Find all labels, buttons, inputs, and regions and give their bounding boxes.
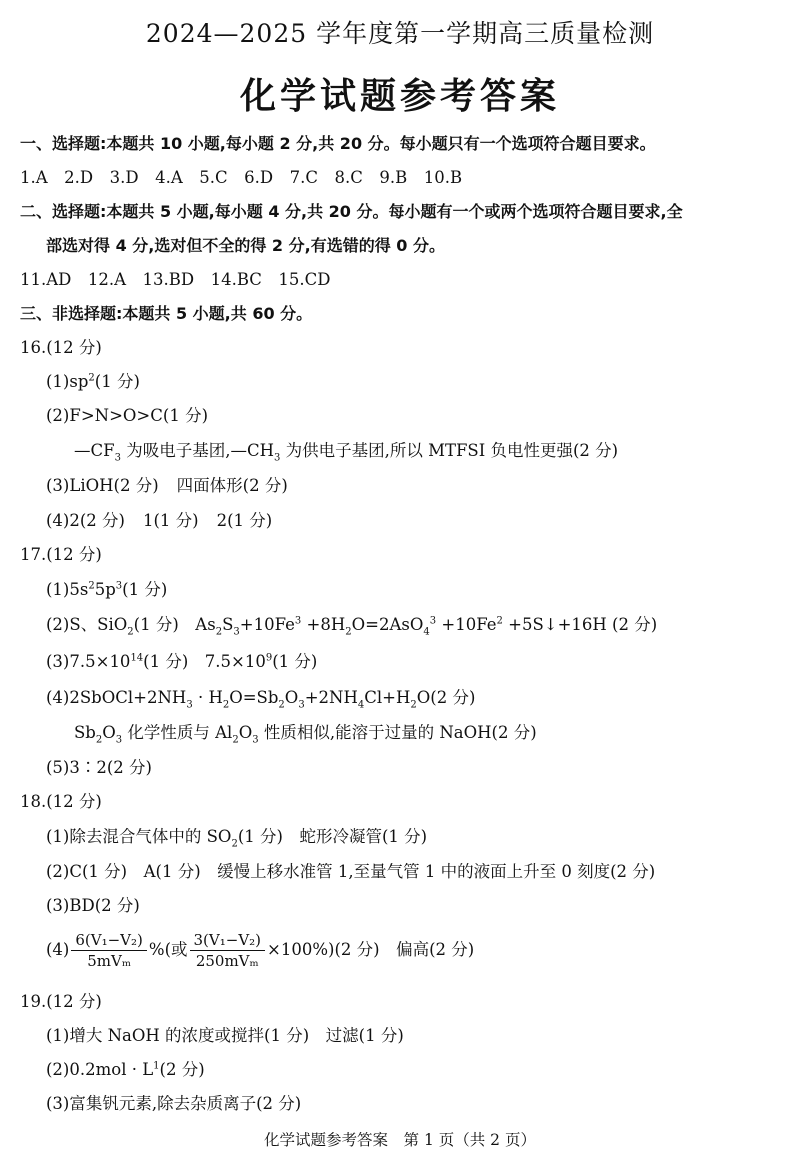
q16-title: 16.(12 分) — [20, 338, 102, 357]
q17-p3-seg: (1 分) 7.5×10 — [143, 652, 266, 671]
q16-note-a: —CF — [74, 441, 115, 460]
q16-part3-a: (3)LiOH(2 分) — [46, 476, 159, 495]
q18-title: 18.(12 分) — [20, 792, 102, 811]
q16-part4-c: 2(1 分) — [216, 511, 273, 530]
q17-p1-sup: 3 — [115, 580, 123, 592]
q17-p2-sup: 2 — [496, 615, 503, 627]
q16-part2-explanation — [74, 441, 619, 464]
q17-p1-seg: 5p — [94, 580, 116, 599]
fraction-1-numerator: 6(V₁−V₂) — [71, 931, 147, 951]
q19-part1: (1)增大 NaOH 的浓度或搅拌(1 分) 过滤(1 分) — [46, 1026, 404, 1045]
q17-p1-seg: (1)5s — [46, 580, 89, 599]
q17-title: 17.(12 分) — [20, 545, 102, 564]
q17-p4-seg: Cl+H — [364, 688, 411, 707]
q17-note-sub: 3 — [115, 734, 123, 746]
q17-p2-seg: +10Fe — [239, 615, 295, 634]
q17-p2-seg: +5S↓+16H (2 分) — [502, 615, 658, 634]
q16-part3 — [46, 476, 288, 496]
q17-p4-sub: 4 — [357, 699, 365, 711]
document-title: 化学试题参考答案 — [239, 76, 560, 117]
section2-heading-line1: 二、选择题:本题共 5 小题,每小题 4 分,共 20 分。每小题有一个或两个选项符合题目要求,全 — [20, 202, 683, 221]
fraction-2 — [190, 931, 266, 970]
q18-p1-sub: 2 — [231, 838, 238, 850]
q17-part4-explanation — [74, 723, 537, 746]
q17-p3-seg: (1 分) — [272, 652, 318, 671]
q17-p4-sub: 2 — [278, 699, 285, 711]
q18-part2: (2)C(1 分) A(1 分) 缓慢上移水准管 1,至量气管 1 中的液面上升至 0 刻度(2 分) — [46, 862, 656, 881]
q17-part5: (5)3∶2(2 分) — [46, 758, 152, 777]
section2-heading-line2: 部选对得 4 分,选对但不全的得 2 分,有选错的得 0 分。 — [46, 236, 445, 255]
q17-note-seg: O — [102, 723, 116, 742]
q17-p2-seg: (1 分) As — [133, 615, 216, 634]
q17-p3-sup: 9 — [265, 652, 273, 664]
q17-note-sub: 2 — [95, 734, 103, 746]
q17-p3-sup: 14 — [130, 652, 144, 664]
fraction-2-denominator: 250mVₘ — [195, 952, 259, 970]
q18-p1-seg: (1 分) 蛇形冷凝管(1 分) — [237, 827, 428, 846]
q17-note-sub: 3 — [252, 734, 259, 746]
q17-p2-sub: 2 — [215, 626, 223, 638]
q17-note-seg: 化学性质与 Al — [122, 723, 233, 742]
q16-part4-b: 1(1 分) — [143, 511, 199, 530]
q18-p4-mid: %(或 — [148, 940, 188, 959]
exam-title: 2024—2025 学年度第一学期高三质量检测 — [145, 19, 655, 48]
q17-p4-seg: O=Sb — [229, 688, 279, 707]
q17-p4-seg: O(2 分) — [416, 688, 476, 707]
q17-part2 — [46, 615, 658, 638]
q16-note-sub1: 3 — [114, 452, 121, 464]
q17-note-seg: O — [238, 723, 253, 742]
q19-part2 — [46, 1060, 205, 1080]
q18-part4 — [46, 930, 474, 970]
q17-note-sub: 2 — [232, 734, 239, 746]
section1-heading: 一、选择题:本题共 10 小题,每小题 2 分,共 20 分。每小题只有一个选项符合题目要求。 — [20, 134, 656, 153]
q19-part3: (3)富集钒元素,除去杂质离子(2 分) — [46, 1094, 302, 1113]
q17-p2-seg: +8H — [301, 615, 346, 634]
q17-note-seg: Sb — [74, 723, 96, 742]
q19-p2-seg: (2 分) — [159, 1060, 205, 1079]
q16-part1-sup: 2 — [88, 372, 95, 384]
q16-part2: (2)F>N>O>C(1 分) — [46, 406, 209, 425]
q16-part4-a: (4)2(2 分) — [46, 511, 125, 530]
q17-note-seg: 性质相似,能溶于过量的 NaOH(2 分) — [258, 723, 537, 742]
q17-p2-seg: (2)S、SiO — [46, 615, 128, 634]
section3-heading: 三、非选择题:本题共 5 小题,共 60 分。 — [20, 304, 313, 323]
q17-p2-sup: 3 — [294, 615, 302, 627]
q16-note-c: 为供电子基团,所以 MTFSI 负电性更强(2 分) — [280, 441, 619, 460]
q19-title: 19.(12 分) — [20, 992, 102, 1011]
fraction-2-numerator: 3(V₁−V₂) — [190, 931, 266, 951]
q16-part3-b: 四面体形(2 分) — [176, 476, 288, 495]
q16-note-b: 为吸电子基团,—CH — [120, 441, 274, 460]
q17-p3-seg: (3)7.5×10 — [46, 652, 131, 671]
q17-p4-sub: 2 — [222, 699, 230, 711]
q17-p4-sub: 2 — [410, 699, 417, 711]
q18-part3: (3)BD(2 分) — [46, 896, 140, 915]
q17-p2-sub: 2 — [345, 626, 352, 638]
q17-p2-sup: 3 — [429, 615, 437, 627]
fraction-1 — [71, 931, 147, 970]
fraction-1-denominator: 5mVₘ — [87, 952, 132, 970]
q16-part4 — [46, 511, 272, 531]
q16-part1-text: (1)sp — [46, 372, 89, 391]
q17-part4 — [46, 688, 476, 711]
q17-p4-sub: 3 — [186, 699, 193, 711]
q17-p4-seg: (4)2SbOCl+2NH — [46, 688, 187, 707]
section2-answers: 11.AD 12.A 13.BD 14.BC 15.CD — [20, 270, 331, 289]
q17-p2-seg: S — [222, 615, 234, 634]
q18-p1-seg: (1)除去混合气体中的 SO — [46, 827, 232, 846]
section1-answers: 1.A 2.D 3.D 4.A 5.C 6.D 7.C 8.C 9.B 10.B — [20, 168, 463, 187]
q16-note-sub2: 3 — [273, 452, 281, 464]
q17-p2-sub: 2 — [127, 626, 134, 638]
q17-p4-sub: 3 — [298, 699, 305, 711]
q17-p2-sub: 3 — [233, 626, 240, 638]
q18-p4-suffix: ×100%)(2 分) 偏高(2 分) — [267, 940, 475, 959]
q17-p1-seg: (1 分) — [122, 580, 168, 599]
q17-p2-seg: O=2AsO — [351, 615, 424, 634]
q17-part1 — [46, 580, 167, 600]
q17-p1-sup: 2 — [88, 580, 95, 592]
q17-p2-sub: 4 — [423, 626, 430, 638]
q18-p4-prefix: (4) — [46, 940, 70, 959]
q18-part1 — [46, 827, 428, 850]
q16-part1-score: (1 分) — [94, 372, 140, 391]
q17-p4-seg: O — [284, 688, 299, 707]
q16-part1 — [46, 372, 140, 392]
page-footer: 化学试题参考答案 第 1 页（共 2 页） — [264, 1131, 536, 1149]
q17-p4-seg: +2NH — [304, 688, 358, 707]
q17-part3 — [46, 652, 317, 672]
q19-p2-seg: (2)0.2mol · L — [46, 1060, 154, 1079]
q19-p2-sup: 1 — [153, 1060, 160, 1072]
q17-p4-seg: · H — [192, 688, 223, 707]
q17-p2-seg: +10Fe — [436, 615, 497, 634]
